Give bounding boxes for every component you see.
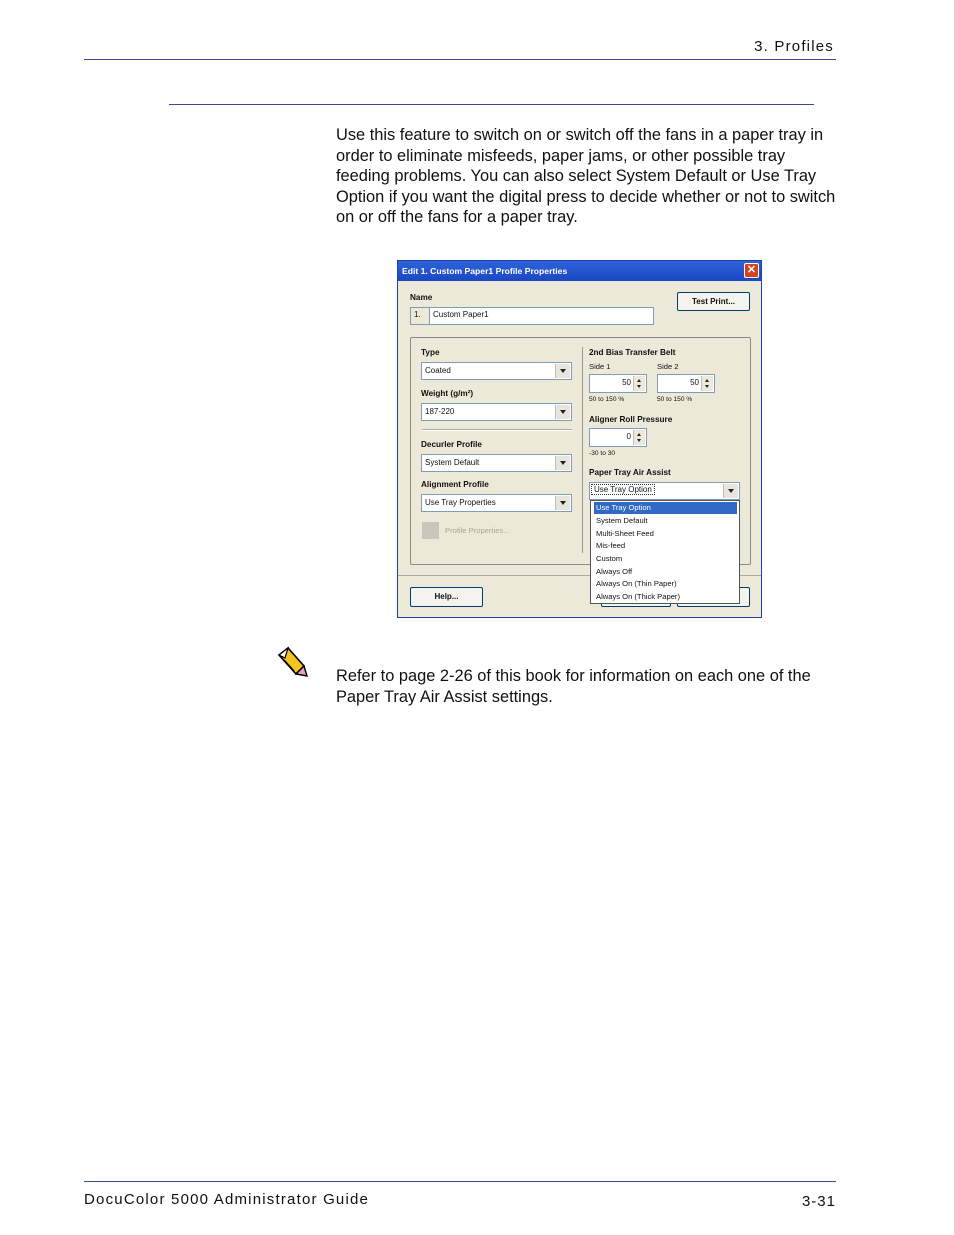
- spin-buttons[interactable]: [633, 430, 645, 445]
- intro-paragraph: Use this feature to switch on or switch off the fans in a paper tray in order to eliminate misfeeds, paper jams, or other possible tray feeding problems. You can also select System Default or Use Tray Option if you want the digital press to decide whether or not to switch on or off the fans for a paper tray.: [336, 126, 836, 226]
- type-value: Coated: [425, 366, 451, 375]
- type-select[interactable]: [421, 362, 572, 380]
- spin-buttons[interactable]: [633, 376, 645, 391]
- side1-value: 50: [622, 378, 631, 387]
- alignment-value: Use Tray Properties: [425, 498, 496, 507]
- section-rule: [169, 104, 814, 105]
- chevron-down-icon[interactable]: [723, 484, 738, 498]
- dropdown-option[interactable]: Always On (Thick Paper): [596, 592, 680, 601]
- help-button[interactable]: Help...: [410, 587, 483, 607]
- decurler-select[interactable]: [421, 454, 572, 472]
- note-paragraph: Refer to page 2-26 of this book for information on each one of the Paper Tray Air Assist settings.: [336, 667, 811, 706]
- divider: [422, 429, 572, 431]
- footer-title: DocuColor 5000 Administrator Guide: [84, 1191, 370, 1208]
- dropdown-option[interactable]: Use Tray Option: [594, 502, 737, 514]
- air-assist-value: Use Tray Option: [594, 485, 652, 494]
- side1-label: Side 1: [589, 362, 611, 371]
- chevron-down-icon[interactable]: [555, 456, 570, 470]
- dropdown-option[interactable]: Mis-feed: [596, 541, 626, 550]
- side1-stepper[interactable]: [589, 374, 647, 393]
- footer-rule: [84, 1181, 836, 1182]
- dropdown-option[interactable]: Custom: [596, 554, 623, 563]
- side1-range: 50 to 150 %: [589, 396, 625, 403]
- dropdown-option[interactable]: Always Off: [596, 567, 633, 576]
- running-header: 3. Profiles: [754, 38, 834, 55]
- header-rule: [84, 59, 836, 60]
- aligner-value: 0: [626, 432, 631, 441]
- dropdown-option[interactable]: Multi-Sheet Feed: [596, 529, 654, 538]
- air-assist-label: Paper Tray Air Assist: [589, 468, 671, 477]
- dialog-titlebar: [398, 261, 761, 281]
- profile-properties-button[interactable]: Profile Properties...: [445, 526, 510, 535]
- side2-label: Side 2: [657, 362, 679, 371]
- name-index: 1.: [410, 307, 430, 325]
- type-label: Type: [421, 348, 440, 357]
- chevron-down-icon[interactable]: [555, 496, 570, 510]
- alignment-select[interactable]: [421, 494, 572, 512]
- alignment-label: Alignment Profile: [421, 480, 489, 489]
- test-print-button[interactable]: Test Print...: [677, 292, 750, 311]
- decurler-value: System Default: [425, 458, 480, 467]
- aligner-label: Aligner Roll Pressure: [589, 415, 673, 424]
- air-assist-select[interactable]: [589, 482, 740, 500]
- profile-properties-dialog: [397, 260, 762, 618]
- spin-buttons[interactable]: [701, 376, 713, 391]
- close-button[interactable]: ✕: [744, 263, 759, 278]
- aligner-range: -30 to 30: [589, 450, 616, 457]
- dropdown-option[interactable]: Always On (Thin Paper): [596, 579, 677, 588]
- weight-label: Weight (g/m²): [421, 389, 474, 398]
- vertical-divider: [582, 347, 583, 553]
- note-pencil-icon: [276, 646, 308, 678]
- name-label: Name: [410, 293, 433, 302]
- dialog-title: Edit 1. Custom Paper1 Profile Properties: [402, 266, 568, 276]
- air-assist-dropdown-list: [590, 500, 740, 604]
- side2-range: 50 to 150 %: [657, 396, 693, 403]
- bias-label: 2nd Bias Transfer Belt: [589, 348, 676, 357]
- profile-icon: [422, 522, 439, 539]
- decurler-label: Decurler Profile: [421, 440, 482, 449]
- side2-value: 50: [690, 378, 699, 387]
- chevron-down-icon[interactable]: [555, 405, 570, 419]
- weight-select[interactable]: [421, 403, 572, 421]
- side2-stepper[interactable]: [657, 374, 715, 393]
- aligner-stepper[interactable]: [589, 428, 647, 447]
- chevron-down-icon[interactable]: [555, 364, 570, 378]
- weight-value: 187-220: [425, 407, 455, 416]
- page-number: 3-31: [801, 1193, 836, 1210]
- dropdown-option[interactable]: System Default: [596, 516, 648, 525]
- name-input[interactable]: Custom Paper1: [429, 307, 654, 325]
